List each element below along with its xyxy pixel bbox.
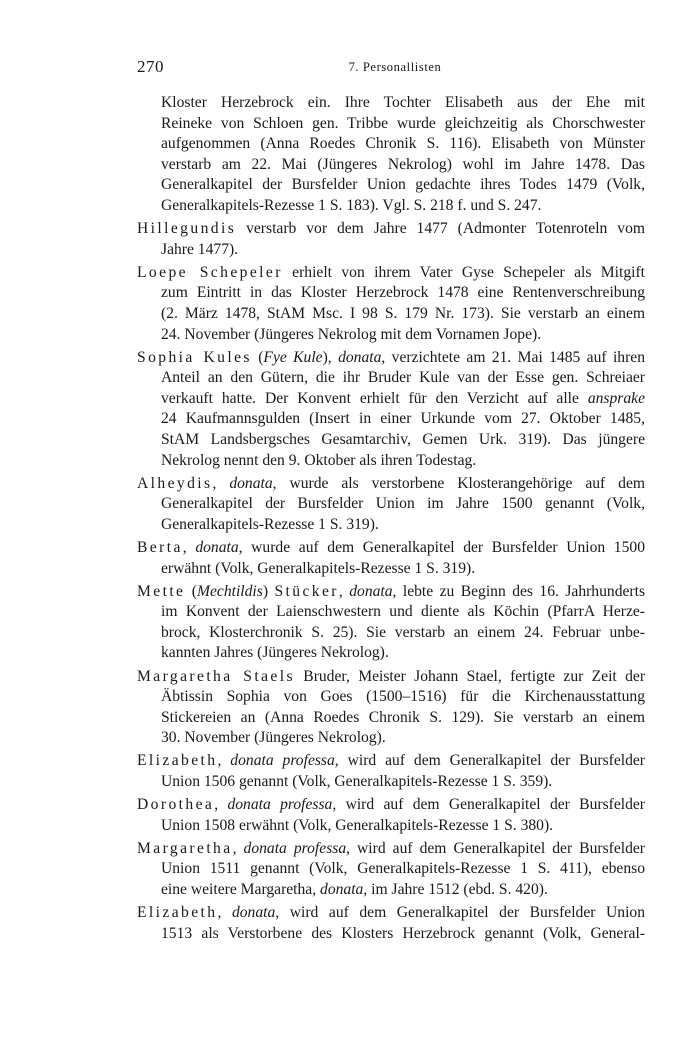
text-line [137, 219, 645, 240]
entry-text: , wird auf dem Generalkapitel der Bursfelder [334, 752, 645, 770]
entry-text: ) [262, 582, 275, 600]
text-line: Generalkapitels-Rezesse 1 S. 183). Vgl. S. 218 f. und S. 247. [161, 196, 542, 214]
entry-text: , wird auf dem Generalkapitel der Bursfelder Union [275, 904, 645, 922]
entry-text: , [214, 796, 228, 814]
entry-status: donata [231, 904, 276, 922]
text-line: erwähnt (Volk, Generalkapitels-Rezesse 1 S. 319). [161, 559, 476, 577]
entry-alheydis [137, 474, 645, 536]
text-line: Anteil an den Gütern, die ihr Bruder Kule van der Esse gen. Schreiaer [161, 369, 645, 387]
entry-text: ), [322, 348, 339, 366]
entry-status: donata professa [227, 796, 333, 814]
text-line: (2. März 1478, StAM Msc. I 98 S. 179 Nr. 173). Sie verstarb an einem [161, 304, 645, 322]
entry-elizabeth-1513 [137, 903, 645, 944]
text-line [137, 795, 645, 816]
text-line: aufgenommen (Anna Roedes Chronik S. 116). Elisabeth von Münster [161, 135, 645, 153]
text-line: 1513 als Verstorbene des Klosters Herzebrock genannt (Volk, General- [161, 924, 645, 942]
entry-text: , wird auf dem Generalkapitel der Bursfelder [346, 839, 645, 857]
text-line: 24. November (Jüngeres Nekrolog mit dem Vornamen Jope). [161, 325, 542, 343]
entry-text: , [182, 538, 196, 556]
entry-text: verstarb vor dem Jahre 1477 (Admonter Totenroteln vom [236, 220, 645, 238]
text-line: 24 Kaufmannsgulden (Insert in einer Urkunde vom 27. Oktober 1485, [161, 410, 645, 428]
entry-status: donata [349, 582, 393, 600]
entry-alias: Mechtildis [197, 582, 263, 600]
entry-elizabeth-1506 [137, 751, 645, 792]
entry-sophia-kules [137, 348, 645, 472]
entry-name: Alheydis [137, 474, 213, 492]
entry-name: Dorothea [137, 796, 215, 814]
entry-mette-stuecker [137, 582, 645, 664]
entry-status: donata [320, 880, 364, 898]
entry-text: , wurde als verstorbene Klosterangehörige auf dem [272, 474, 645, 492]
entry-text: eine weitere Margaretha, [161, 880, 321, 898]
page-body [137, 93, 645, 947]
text-line: StAM Landsbergsches Gesamtarchiv, Gemen Urk. 319). Das jüngere [161, 431, 645, 448]
entry-text: , [217, 904, 232, 922]
entry-name: Hillegundis [137, 220, 237, 238]
entry-status: donata [195, 538, 239, 556]
entry-margaretha-staels [137, 667, 645, 749]
text-line: Äbtissin Sophia von Goes (1500–1516) für die Kirchenausstattung [161, 688, 645, 706]
entry-status: donata professa [243, 839, 347, 857]
entry-status: donata [338, 348, 382, 366]
entry-name: Margaretha [137, 839, 233, 857]
text-line [137, 751, 645, 772]
entry-status: donata professa [230, 752, 335, 770]
entry-name: Margaretha Staels [137, 667, 295, 685]
text-line [137, 263, 645, 284]
entry-text: verkauft hatte. Der Konvent erhielt für den Verzicht auf alle [161, 389, 588, 407]
entry-name: Loepe Schepeler [137, 263, 283, 281]
text-line: Reineke von Schloen gen. Tribbe wurde gleichzeitig als Chorschwester [161, 114, 645, 132]
text-line [137, 538, 645, 559]
entry-text: , wird auf dem Generalkapitel der Bursfelder [332, 796, 645, 814]
text-line: Union 1506 genannt (Volk, Generalkapitels-Rezesse 1 S. 359). [161, 773, 553, 790]
entry-continuation [137, 93, 645, 217]
text-line: Nekrolog nennt den 9. Oktober als ihren Todestag. [161, 451, 477, 469]
text-line [137, 389, 645, 410]
entry-berta [137, 538, 645, 579]
text-line: Union 1508 erwähnt (Volk, Generalkapitels-Rezesse 1 S. 380). [161, 816, 554, 834]
text-line [137, 667, 645, 688]
entry-text: , verzichtete am 21. Mai 1485 auf ihren [381, 348, 645, 366]
text-line: Stickereien an (Anna Roedes Chronik S. 129). Sie verstarb an einem [161, 708, 645, 726]
text-line: Kloster Herzebrock ein. Ihre Tochter Elisabeth aus der Ehe mit [161, 94, 645, 111]
text-line: Generalkapitels-Rezesse 1 S. 319). [161, 515, 379, 533]
entry-text: , wurde auf dem Generalkapitel der Bursfelder Union 1500 [238, 538, 645, 556]
text-line: im Konvent der Laienschwestern und diente als Köchin (PfarrA Herze- [161, 603, 645, 621]
text-line: Generalkapitel der Bursfelder Union gedachte ihres Todes 1479 (Volk, [161, 176, 645, 194]
entry-text: , im Jahre 1512 (ebd. S. 420). [363, 880, 548, 898]
text-line: Generalkapitel der Bursfelder Union im Jahre 1500 genannt (Volk, [161, 495, 645, 513]
entry-text: ( [185, 582, 197, 600]
entry-text: , lebte zu Beginn des 16. Jahrhunderts [392, 582, 646, 600]
entry-status: donata [229, 474, 273, 492]
entry-text: , [232, 839, 244, 857]
running-head: 7. Personallisten [348, 60, 442, 74]
text-line: verstarb am 22. Mai (Jüngeres Nekrolog) wohl im Jahre 1478. Das [161, 155, 645, 173]
entry-text: , [217, 752, 231, 770]
text-line: 30. November (Jüngeres Nekrolog). [161, 729, 386, 747]
page-number: 270 [137, 57, 164, 76]
entry-text: , [212, 474, 230, 492]
text-line [137, 839, 645, 860]
text-line [137, 474, 645, 495]
entry-surname: Stücker [274, 582, 339, 600]
entry-text: , [338, 582, 350, 600]
entry-text: Bruder, Meister Johann Stael, fertigte zur Zeit der [294, 667, 646, 685]
text-line [137, 582, 645, 603]
entry-hillegundis [137, 219, 645, 260]
text-line: Jahre 1477). [161, 240, 239, 258]
entry-term: ansprake [587, 389, 645, 407]
text-line: kannten Jahres (Jüngeres Nekrolog). [161, 644, 389, 662]
entry-dorothea [137, 795, 645, 836]
entry-alias: Fye Kule [263, 348, 323, 366]
text-line [137, 348, 645, 369]
text-line: zum Eintritt in das Kloster Herzebrock 1478 eine Rentenverschreibung [161, 284, 645, 302]
text-line: brock, Klosterchronik S. 25). Sie verstarb an einem 24. Februar unbe- [161, 623, 645, 641]
text-line: Union 1511 genannt (Volk, Generalkapitels-Rezesse 1 S. 411), ebenso [161, 860, 645, 878]
text-line [137, 903, 645, 924]
entry-text: erhielt von ihrem Vater Gyse Schepeler als Mitgift [282, 263, 645, 281]
entry-name: Sophia Kules [137, 348, 252, 366]
entry-name: Elizabeth [137, 904, 218, 922]
entry-text: ( [251, 348, 264, 366]
entry-loepe-schepeler [137, 263, 645, 345]
entry-name: Berta [137, 538, 183, 556]
entry-name: Elizabeth [137, 752, 218, 770]
text-line [137, 880, 645, 901]
entry-margaretha [137, 839, 645, 901]
entry-name: Mette [137, 582, 186, 600]
